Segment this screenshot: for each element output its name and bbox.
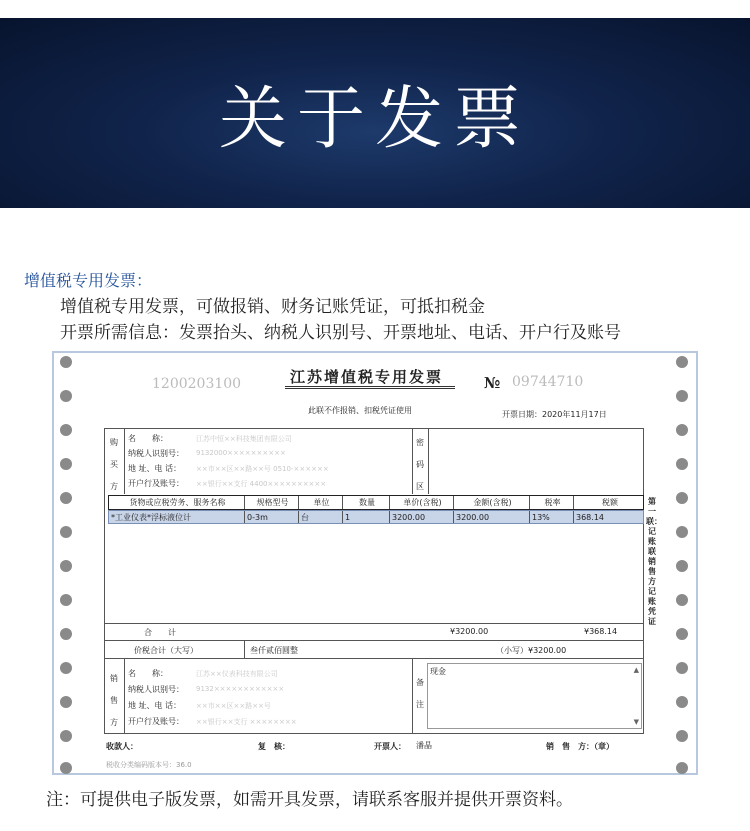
banner: [0, 18, 750, 208]
seller-side-label: 销售方: [110, 674, 118, 727]
divider: [412, 428, 413, 494]
scroll-down-icon[interactable]: ▼: [633, 718, 639, 726]
divider: [124, 428, 125, 494]
drawer-value: 潘晶: [416, 741, 432, 750]
seller-tax-id-label: 纳税人识别号：: [128, 685, 184, 694]
divider: [412, 658, 413, 734]
punch-hole-icon: [60, 424, 72, 436]
punch-hole-icon: [60, 696, 72, 708]
remark-label: 备注: [416, 678, 424, 709]
divider: [104, 640, 644, 641]
cell-rate: 13%: [530, 511, 574, 523]
seller-address-label: 地 址、电 话：: [128, 701, 182, 710]
password-area-label: 密码区: [416, 438, 424, 491]
col-header-qty: 数量: [343, 496, 390, 509]
col-header-name: 货物或应税劳务、服务名称: [109, 496, 245, 509]
buyer-address-value: ××市××区××路××号 0510-××××××: [196, 465, 329, 473]
divider: [104, 658, 644, 659]
remark-value: 现金: [430, 667, 446, 676]
intro-heading: 增值税专用发票：: [24, 271, 153, 290]
footer-note: 注：可提供电子版发票，如需开具发票，请联系客服并提供开票资料。: [46, 790, 573, 810]
seller-name-value: 江苏××仪表科技有限公司: [196, 670, 278, 678]
punch-hole-icon: [676, 594, 688, 606]
punch-hole-icon: [60, 526, 72, 538]
cell-price: 3200.00: [390, 511, 454, 523]
seller-bank-label: 开户行及账号：: [128, 717, 184, 726]
seller-bank-value: ××银行××支行 ××××××××: [196, 718, 297, 726]
seller-seal-label: 销 售 方：（章）: [546, 742, 614, 751]
punch-hole-icon: [676, 730, 688, 742]
buyer-bank-value: ××银行××支行 4400××××××××××: [196, 480, 327, 488]
punch-hole-icon: [60, 492, 72, 504]
punch-hole-icon: [60, 762, 72, 774]
cell-amount: 3200.00: [454, 511, 530, 523]
buyer-address-label: 地 址、电 话：: [128, 464, 182, 473]
copy-side-note: 第一联：记账联 销售方记账凭证: [646, 497, 662, 626]
invoice-code: 1200203100: [152, 376, 242, 392]
cell-unit: 台: [299, 511, 343, 523]
col-header-tax: 税额: [602, 498, 618, 507]
divider: [124, 658, 125, 734]
intro-line-2: 开票所需信息：发票抬头、纳税人识别号、开票地址、电话、开户行及账号: [60, 323, 621, 343]
total-tax: ¥368.14: [584, 627, 618, 636]
punch-hole-icon: [60, 662, 72, 674]
divider: [104, 623, 644, 624]
version-label: 税收分类编码版本号：36.0: [106, 761, 192, 769]
total-small: （小写）¥3200.00: [496, 646, 567, 655]
punch-hole-icon: [676, 560, 688, 572]
scroll-up-icon[interactable]: ▲: [633, 666, 639, 674]
banner-title: 关于发票: [218, 79, 531, 159]
total-amount: ¥3200.00: [450, 627, 489, 636]
seller-name-label: 名 称：: [128, 669, 168, 678]
reviewer-label: 复 核：: [258, 742, 290, 751]
invoice-subtitle: 此联不作报销、扣税凭证使用: [308, 406, 412, 415]
punch-hole-icon: [676, 356, 688, 368]
punch-hole-icon: [676, 526, 688, 538]
punch-hole-icon: [60, 730, 72, 742]
col-header-spec: 规格型号: [245, 496, 299, 509]
invoice-no-label: №: [484, 374, 501, 392]
total-label: 合 计: [144, 628, 176, 637]
divider: [244, 640, 245, 658]
cell-tax: 368.14: [576, 513, 604, 522]
cell-spec: 0-3m: [245, 511, 299, 523]
invoice-title: 江苏增值税专用发票: [290, 368, 444, 386]
col-header-unit: 单位: [299, 496, 343, 509]
punch-hole-icon: [60, 560, 72, 572]
punch-hole-icon: [676, 628, 688, 640]
intro-line-1: 增值税专用发票，可做报销、财务记账凭证，可抵扣税金: [60, 297, 485, 317]
cell-qty: 1: [343, 511, 390, 523]
title-underline: [285, 386, 455, 389]
invoice-no-value: 09744710: [512, 374, 584, 390]
punch-hole-icon: [60, 390, 72, 402]
col-header-price: 单价(含税): [390, 496, 454, 509]
buyer-bank-label: 开户行及账号：: [128, 479, 184, 488]
seller-address-value: ××市××区××路××号: [196, 702, 271, 710]
punch-hole-icon: [60, 594, 72, 606]
payee-label: 收款人：: [106, 742, 138, 751]
table-row[interactable]: [108, 510, 644, 524]
punch-hole-icon: [676, 390, 688, 402]
issue-date: 开票日期：2020年11月17日: [502, 410, 607, 419]
col-header-amount: 金额(含税): [454, 496, 530, 509]
punch-hole-icon: [676, 492, 688, 504]
punch-hole-icon: [676, 424, 688, 436]
drawer-label: 开票人：: [374, 742, 406, 751]
buyer-tax-id-label: 纳税人识别号：: [128, 449, 184, 458]
buyer-name-value: 江苏中恒××科技集团有限公司: [196, 435, 292, 443]
buyer-tax-id-value: 9132000××××××××××: [196, 449, 286, 457]
punch-hole-icon: [676, 696, 688, 708]
seller-tax-id-value: 9132××××××××××××: [196, 685, 285, 693]
remark-field[interactable]: [427, 663, 642, 729]
punch-hole-icon: [60, 356, 72, 368]
punch-hole-icon: [60, 628, 72, 640]
goods-header-row: [108, 495, 644, 510]
punch-hole-icon: [676, 458, 688, 470]
total-words: 叁仟贰佰圆整: [250, 646, 298, 655]
buyer-side-label: 购买方: [110, 438, 118, 491]
total-words-label: 价税合计（大写）: [134, 646, 198, 655]
punch-hole-icon: [676, 662, 688, 674]
punch-hole-icon: [676, 762, 688, 774]
col-header-rate: 税率: [530, 496, 574, 509]
buyer-name-label: 名 称：: [128, 434, 168, 443]
divider: [428, 428, 429, 494]
cell-name: *工业仪表*浮标液位计: [109, 511, 245, 523]
punch-hole-icon: [60, 458, 72, 470]
